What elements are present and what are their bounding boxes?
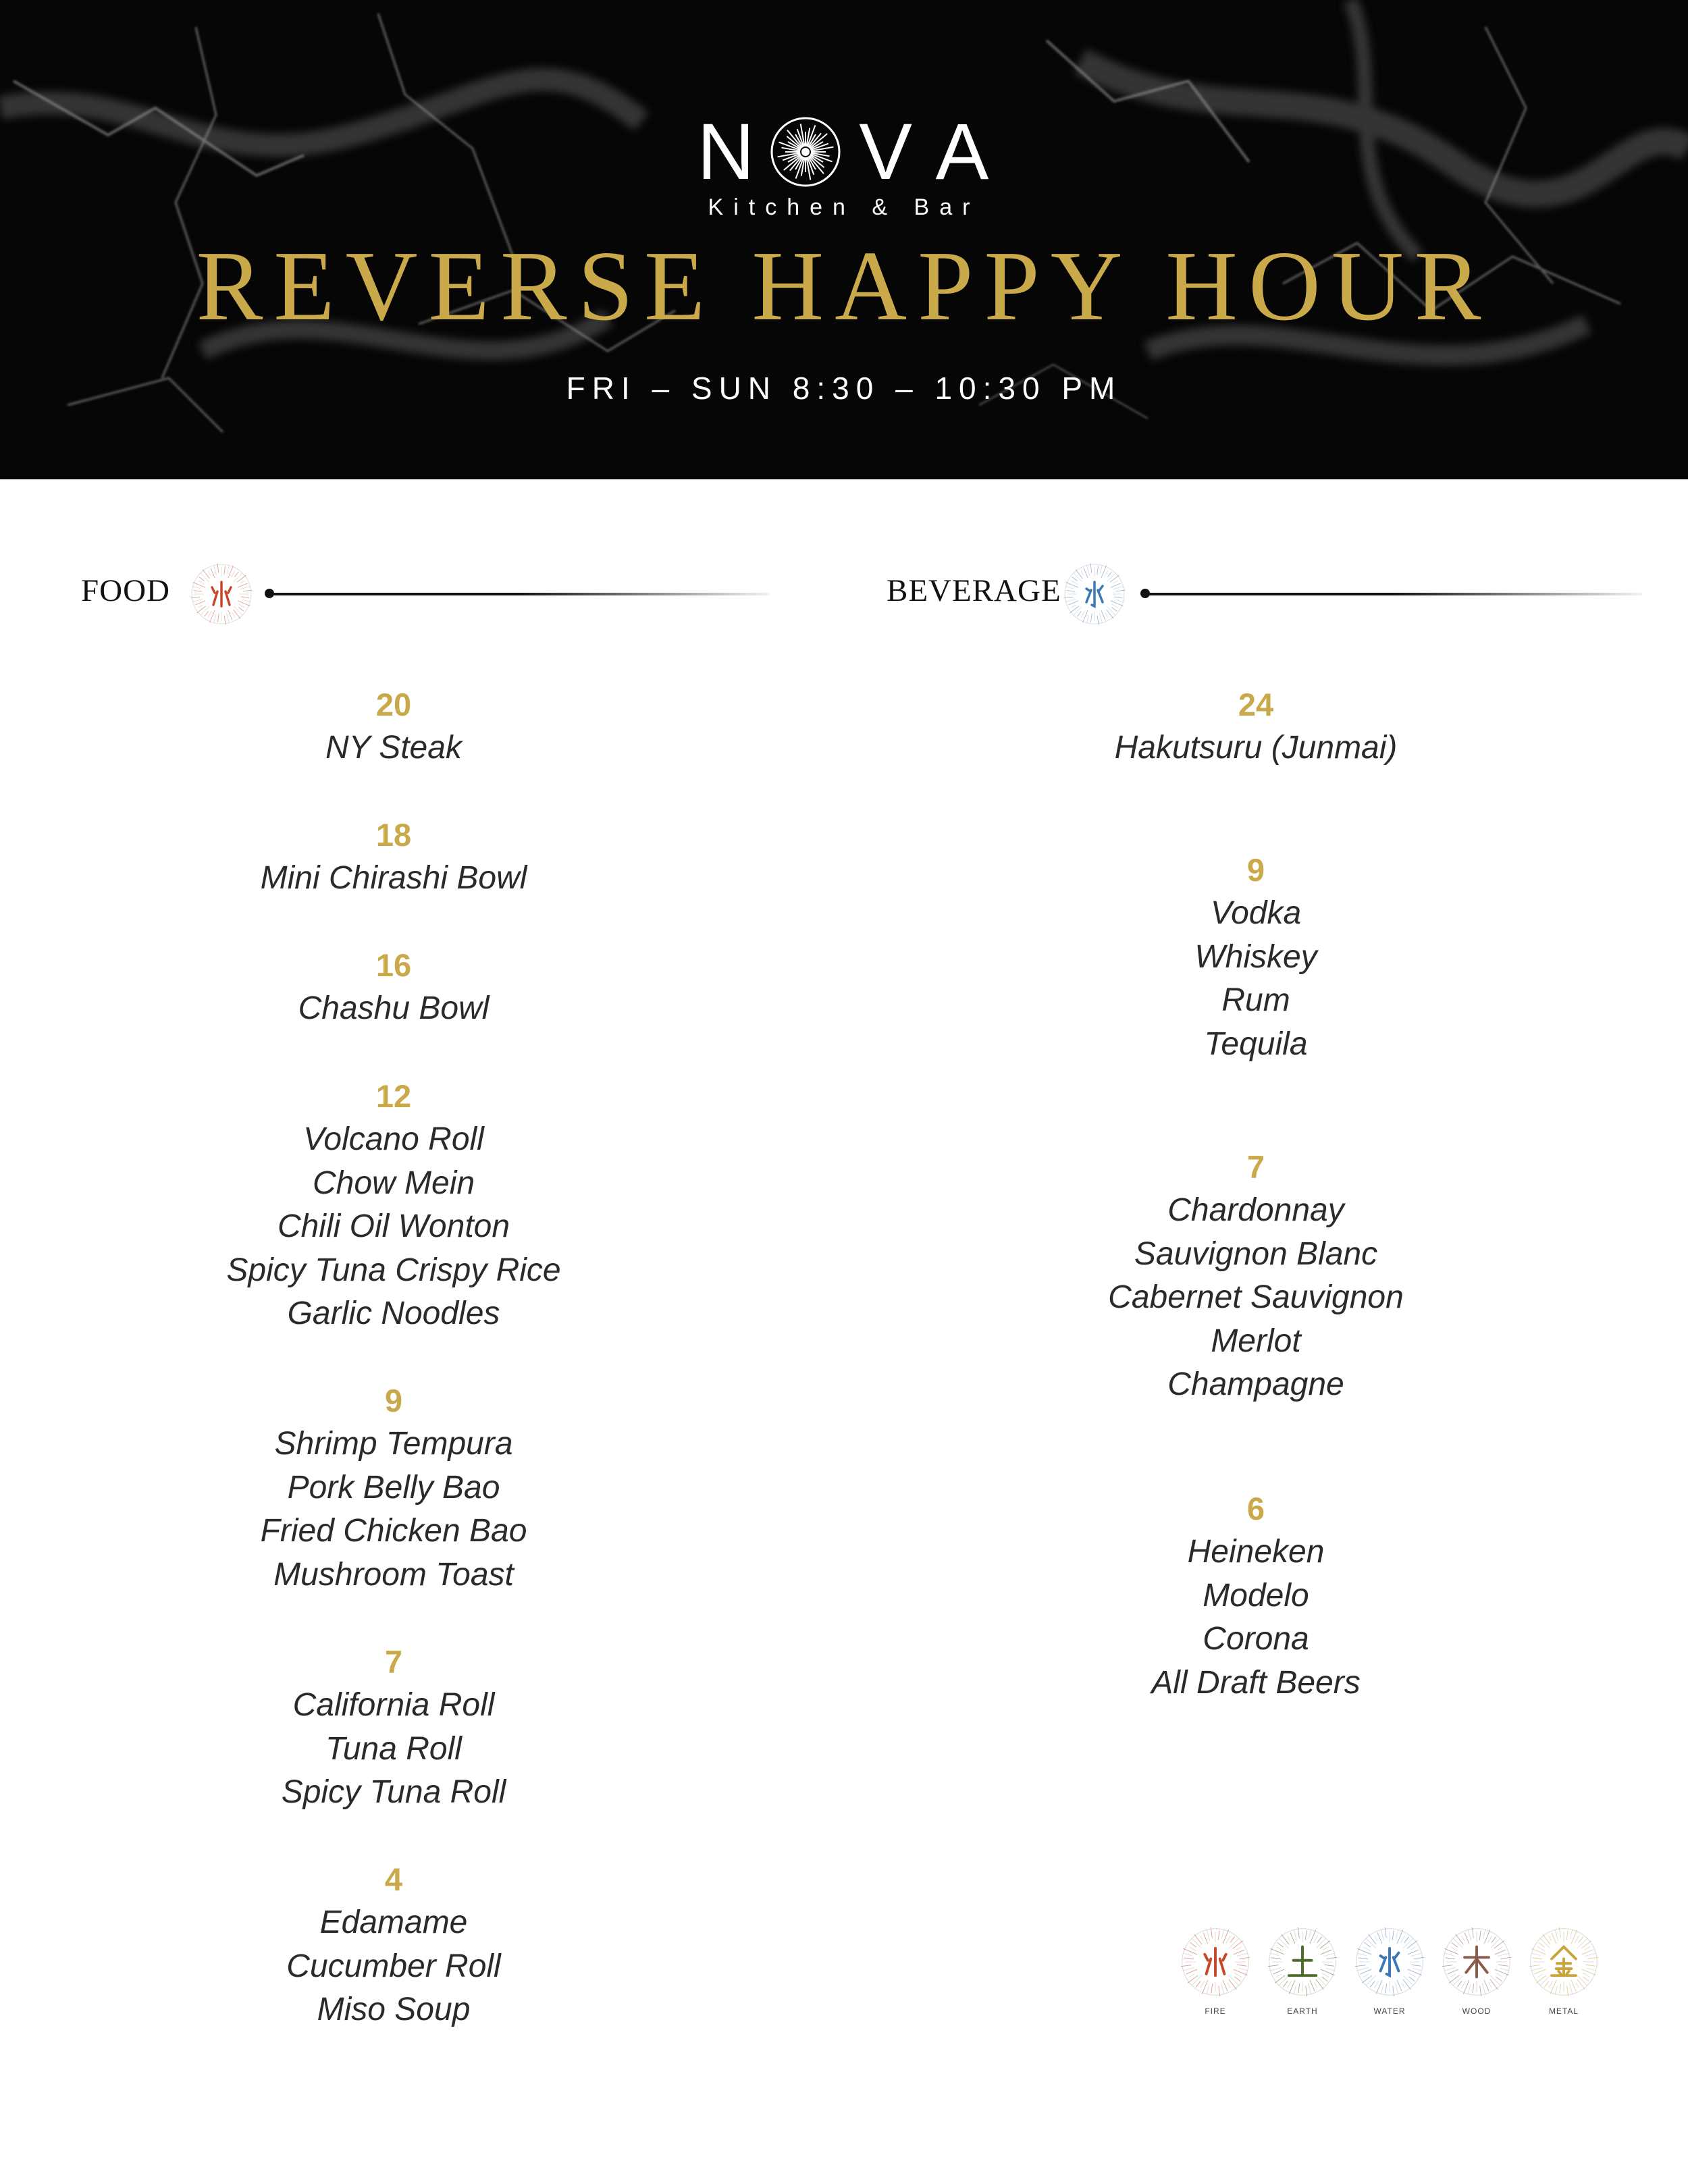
menu-item: Corona <box>1203 1621 1309 1657</box>
menu-item: Chardonnay <box>1167 1192 1344 1228</box>
element-label: METAL <box>1548 2006 1579 2016</box>
fire-emblem-icon <box>188 560 255 628</box>
menu-item: Miso Soup <box>317 1992 471 2027</box>
menu-item: Volcano Roll <box>303 1121 484 1157</box>
food-price-group <box>124 1858 664 2032</box>
menu-item: Chashu Bowl <box>298 990 490 1026</box>
menu-item: Mini Chirashi Bowl <box>260 860 527 896</box>
water-emblem-icon <box>1061 560 1128 628</box>
food-price-group <box>124 814 664 901</box>
element-label: WOOD <box>1462 2006 1492 2016</box>
menu-item: NY Steak <box>325 730 462 766</box>
menu-item: Tuna Roll <box>325 1730 462 1767</box>
page-title: REVERSE HAPPY HOUR <box>196 231 1492 342</box>
menu-item: California Roll <box>292 1687 495 1723</box>
menu-item: Garlic Noodles <box>287 1296 500 1331</box>
menu-item: Champagne <box>1167 1366 1344 1402</box>
price: 16 <box>375 947 412 983</box>
menu-item: Spicy Tuna Roll <box>281 1774 506 1810</box>
beverage-price-group <box>986 1146 1526 1407</box>
element-label: WATER <box>1373 2006 1406 2016</box>
logo-letter: A <box>935 107 989 196</box>
beverage-price-group <box>986 683 1526 770</box>
element-label: FIRE <box>1205 2006 1226 2016</box>
water-element-icon <box>1352 1924 1427 2000</box>
menu-item: Hakutsuru (Junmai) <box>1114 730 1398 766</box>
menu-item: Heineken <box>1187 1534 1325 1570</box>
menu-item: Shrimp Tempura <box>274 1426 513 1462</box>
price: 9 <box>384 1383 403 1418</box>
element-water <box>1349 1924 1430 2032</box>
element-wood <box>1436 1924 1517 2032</box>
menu-item: Pork Belly Bao <box>287 1469 500 1506</box>
menu-item: Fried Chicken Bao <box>260 1513 527 1549</box>
food-price-group <box>124 1641 664 1815</box>
food-price-group <box>124 1075 664 1336</box>
menu-item: Edamame <box>319 1905 468 1940</box>
starburst-logo-icon <box>768 115 843 189</box>
price: 18 <box>375 817 412 853</box>
menu-item: All Draft Beers <box>1151 1664 1361 1701</box>
menu-item: Chow Mein <box>312 1165 475 1201</box>
header-banner <box>0 0 1688 479</box>
price: 6 <box>1246 1491 1265 1526</box>
menu-item: Merlot <box>1211 1323 1301 1359</box>
price: 24 <box>1238 687 1274 722</box>
beverage-section-label: BEVERAGE <box>887 573 1061 608</box>
logo-letter: N <box>697 107 755 196</box>
beverage-section-header <box>887 560 1643 628</box>
price: 7 <box>1246 1149 1265 1185</box>
element-fire <box>1175 1924 1256 2032</box>
menu-item: Whiskey <box>1194 938 1317 975</box>
beverage-price-group <box>986 1487 1526 1705</box>
divider-line <box>269 593 770 595</box>
price: 12 <box>375 1078 412 1114</box>
menu-item: Modelo <box>1203 1577 1309 1614</box>
price: 20 <box>375 687 412 722</box>
hours-text: FRI – SUN 8:30 – 10:30 PM <box>566 371 1122 406</box>
price: 7 <box>384 1644 403 1680</box>
menu-item: Rum <box>1221 982 1290 1018</box>
element-metal <box>1523 1924 1604 2032</box>
fire-element-icon <box>1178 1924 1253 2000</box>
food-price-group <box>124 1379 664 1597</box>
nova-logo <box>0 107 1688 223</box>
beverage-price-group <box>986 849 1526 1066</box>
divider-line <box>1144 593 1643 595</box>
wood-element-icon <box>1439 1924 1514 2000</box>
menu-item: Sauvignon Blanc <box>1134 1235 1378 1272</box>
menu-item: Cucumber Roll <box>286 1948 501 1984</box>
price: 4 <box>384 1861 403 1897</box>
five-elements-legend <box>1175 1924 1607 2032</box>
menu-item: Chili Oil Wonton <box>277 1208 510 1244</box>
menu-item: Mushroom Toast <box>273 1556 514 1593</box>
menu-item: Spicy Tuna Crispy Rice <box>226 1252 561 1288</box>
menu-item: Cabernet Sauvignon <box>1108 1279 1404 1315</box>
menu-item: Tequila <box>1204 1026 1308 1062</box>
logo-letter: V <box>859 107 913 196</box>
earth-element-icon <box>1265 1924 1340 2000</box>
element-label: EARTH <box>1287 2006 1318 2016</box>
price: 9 <box>1246 852 1265 888</box>
food-section-label: FOOD <box>81 573 170 608</box>
menu-item: Vodka <box>1210 895 1302 931</box>
element-earth <box>1262 1924 1343 2032</box>
logo-subtitle: Kitchen & Bar <box>708 194 980 220</box>
food-price-group <box>124 944 664 1031</box>
metal-element-icon <box>1526 1924 1602 2000</box>
food-section-header <box>81 560 770 628</box>
food-price-group <box>124 683 664 770</box>
